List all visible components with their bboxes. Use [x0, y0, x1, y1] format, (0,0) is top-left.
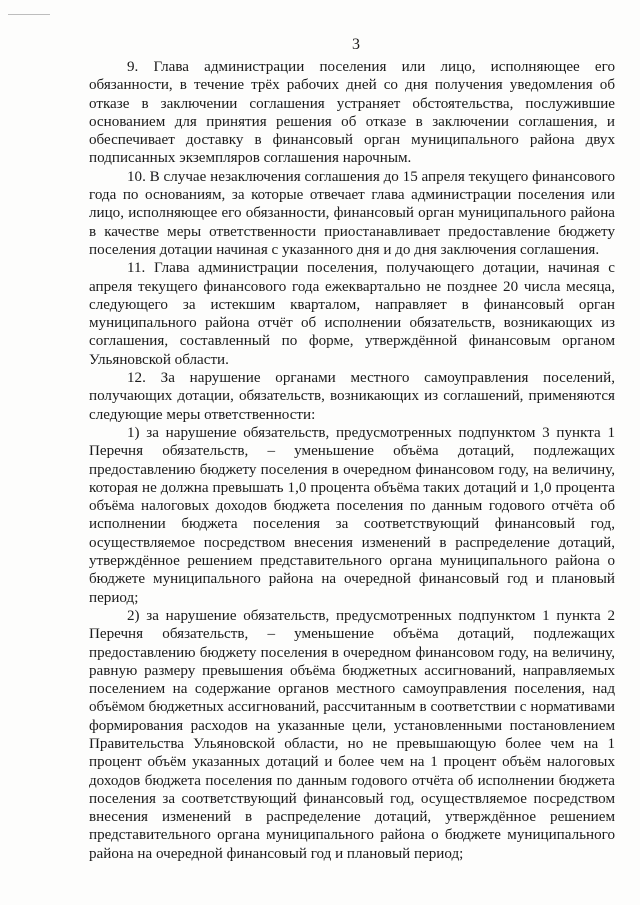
paragraph-11: 11. Глава администрации поселения, получающего дотации, начиная с апреля текущего финансового года ежеквартально не позднее 20 числа месяца, следующего за истекшим кварталом, направляет в финансовый орган муниципального района отчёт об исполнении обязательств, возникающих из соглашения, составленный по форме, утверждённой финансовым органом Ульяновской области.	[89, 260, 615, 368]
paragraph-10: 10. В случае незаключения соглашения до 15 апреля текущего финансового года по основаниям, за которые отвечает глава администрации поселения или лицо, исполняющее его обязанности, финансовый орган муниципального района в качестве меры ответственности приостанавливает предоставление бюджету поселения дотации начиная с указанного дня и до дня заключения соглашения.	[89, 168, 615, 258]
scan-artifact	[8, 14, 50, 15]
paragraph-9: 9. Глава администрации поселения или лицо, исполняющее его обязанности, в течение трёх рабочих дней со дня получения уведомления об отказе в заключении соглашения устраняет обстоятельства, послужившие основанием для принятия решения об отказе в заключении соглашения, и обеспечивает доставку в финансовый орган муниципального района двух подписанных экземпляров соглашения нарочным.	[89, 59, 615, 167]
paragraph-12: 12. За нарушение органами местного самоуправления поселений, получающих дотации, обязательств, возникающих из соглашений, применяются следующие меры ответственности:	[89, 370, 615, 423]
page-number: 3	[352, 36, 360, 53]
paragraph-12-item-1: 1) за нарушение обязательств, предусмотренных подпунктом 3 пункта 1 Перечня обязательств, – уменьшение объёма дотаций, подлежащих предоставлению бюджету поселения в очередном финансовом году, на величину, которая не должна превышать 1,0 процента объёма таких дотаций и 1,0 процента объёма налоговых доходов бюджета поселения по данным годового отчёта об исполнении бюджета поселения за соответствующий финансовый год, осуществляемое посредством внесения изменений в распределение дотаций, утверждённое решением представительного органа муниципального района о бюджете муниципального района на очередной финансовый год и плановый период;	[89, 424, 615, 606]
paragraph-12-item-2: 2) за нарушение обязательств, предусмотренных подпунктом 1 пункта 2 Перечня обязательств, – уменьшение объёма дотаций, подлежащих предоставлению бюджету поселения в очередном финансовом году, на величину, равную размеру превышения объёма бюджетных ассигнований, направляемых поселением на содержание органов местного самоуправления поселения, над объёмом бюджетных ассигнований, рассчитанным в соответствии с нормативами формирования расходов на указанные цели, установленными постановлением Правительства Ульяновской области, но не превышающую более чем на 1 процент объём указанных дотаций и более чем на 1 процент объём налоговых доходов бюджета поселения по данным годового отчёта об исполнении бюджета поселения за соответствующий финансовый год, осуществляемое посредством внесения изменений в распределение дотаций, утверждённое решением представительного органа муниципального района о бюджете муниципального района на очередной финансовый год и плановый период;	[89, 607, 615, 862]
document-body	[89, 58, 615, 863]
